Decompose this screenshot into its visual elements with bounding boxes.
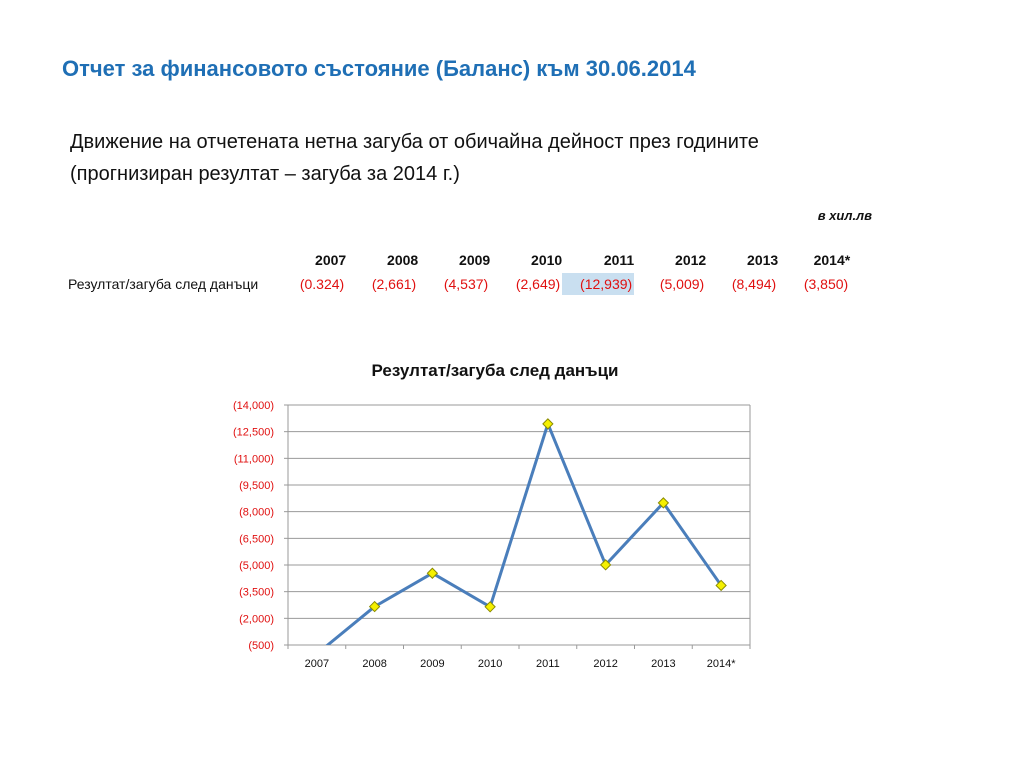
data-point [543, 419, 553, 429]
year-header: 2014* [813, 252, 851, 268]
y-tick-label: (5,000) [239, 560, 274, 572]
cell-value: (3,850) [803, 276, 849, 292]
table-cell [634, 273, 706, 295]
table-cell [778, 273, 850, 295]
y-tick-label: (2,000) [239, 613, 274, 626]
table-row [68, 273, 850, 295]
data-point [716, 580, 726, 590]
y-tick-label: (11,000) [233, 453, 274, 466]
table-header-label [68, 250, 274, 273]
year-header: 2010 [531, 252, 563, 268]
page-title: Отчет за финансовото състояние (Баланс) към 30.06.2014 [62, 56, 696, 81]
series-line [317, 424, 721, 654]
cell-value: (5,009) [659, 276, 705, 292]
data-point [370, 602, 380, 612]
table-cell [418, 273, 490, 295]
data-table [68, 250, 850, 295]
year-header: 2008 [387, 252, 419, 268]
data-point [485, 602, 495, 612]
series-layer [317, 419, 726, 654]
cell-value: (8,494) [731, 276, 777, 292]
year-header: 2012 [675, 252, 707, 268]
year-header: 2009 [459, 252, 491, 268]
data-point [658, 498, 668, 508]
unit-label: в хил.лв [817, 208, 872, 223]
cell-value: (0.324) [299, 276, 345, 292]
chart-title: Резултат/загуба след данъци [371, 361, 619, 380]
x-tick-label: 2007 [304, 658, 330, 670]
table-cell [346, 273, 418, 295]
y-tick-label: (500) [248, 640, 274, 652]
x-tick-label: 2014* [706, 658, 736, 670]
data-point [601, 560, 611, 570]
table-header-row [68, 250, 850, 273]
subtitle-line-2: (прогнизиран резултат – загуба за 2014 г.) [70, 163, 460, 185]
y-tick-label: (8,000) [239, 506, 274, 519]
y-tick-label: (14,000) [233, 400, 274, 412]
cell-value: (12,939) [580, 276, 633, 292]
subtitle [70, 126, 759, 190]
x-tick-label: 2012 [593, 658, 618, 670]
cell-value: (4,537) [443, 276, 489, 292]
table-cell-highlighted [562, 273, 634, 295]
x-tick-label: 2008 [362, 658, 387, 670]
y-tick-label: (12,500) [233, 426, 274, 439]
subtitle-line-1: Движение на отчетената нетна загуба от обичайна дейност през годините [70, 131, 759, 153]
x-tick-label: 2009 [420, 658, 445, 670]
y-tick-label: (6,500) [239, 533, 274, 546]
table-cell [706, 273, 778, 295]
year-header: 2011 [603, 252, 635, 268]
axis-layer [233, 400, 750, 670]
x-tick-label: 2011 [536, 658, 560, 670]
year-header: 2007 [315, 252, 347, 268]
grid-layer [288, 405, 750, 645]
x-tick-label: 2010 [477, 658, 503, 670]
cell-value: (2,649) [515, 276, 561, 292]
row-label: Резултат/загуба след данъци [68, 276, 259, 292]
x-tick-label: 2013 [651, 658, 676, 670]
y-tick-label: (3,500) [239, 586, 274, 599]
data-point [427, 568, 437, 578]
year-header: 2013 [747, 252, 779, 268]
table-cell [274, 273, 346, 295]
cell-value: (2,661) [371, 276, 417, 292]
y-tick-label: (9,500) [239, 480, 274, 492]
table-cell [490, 273, 562, 295]
